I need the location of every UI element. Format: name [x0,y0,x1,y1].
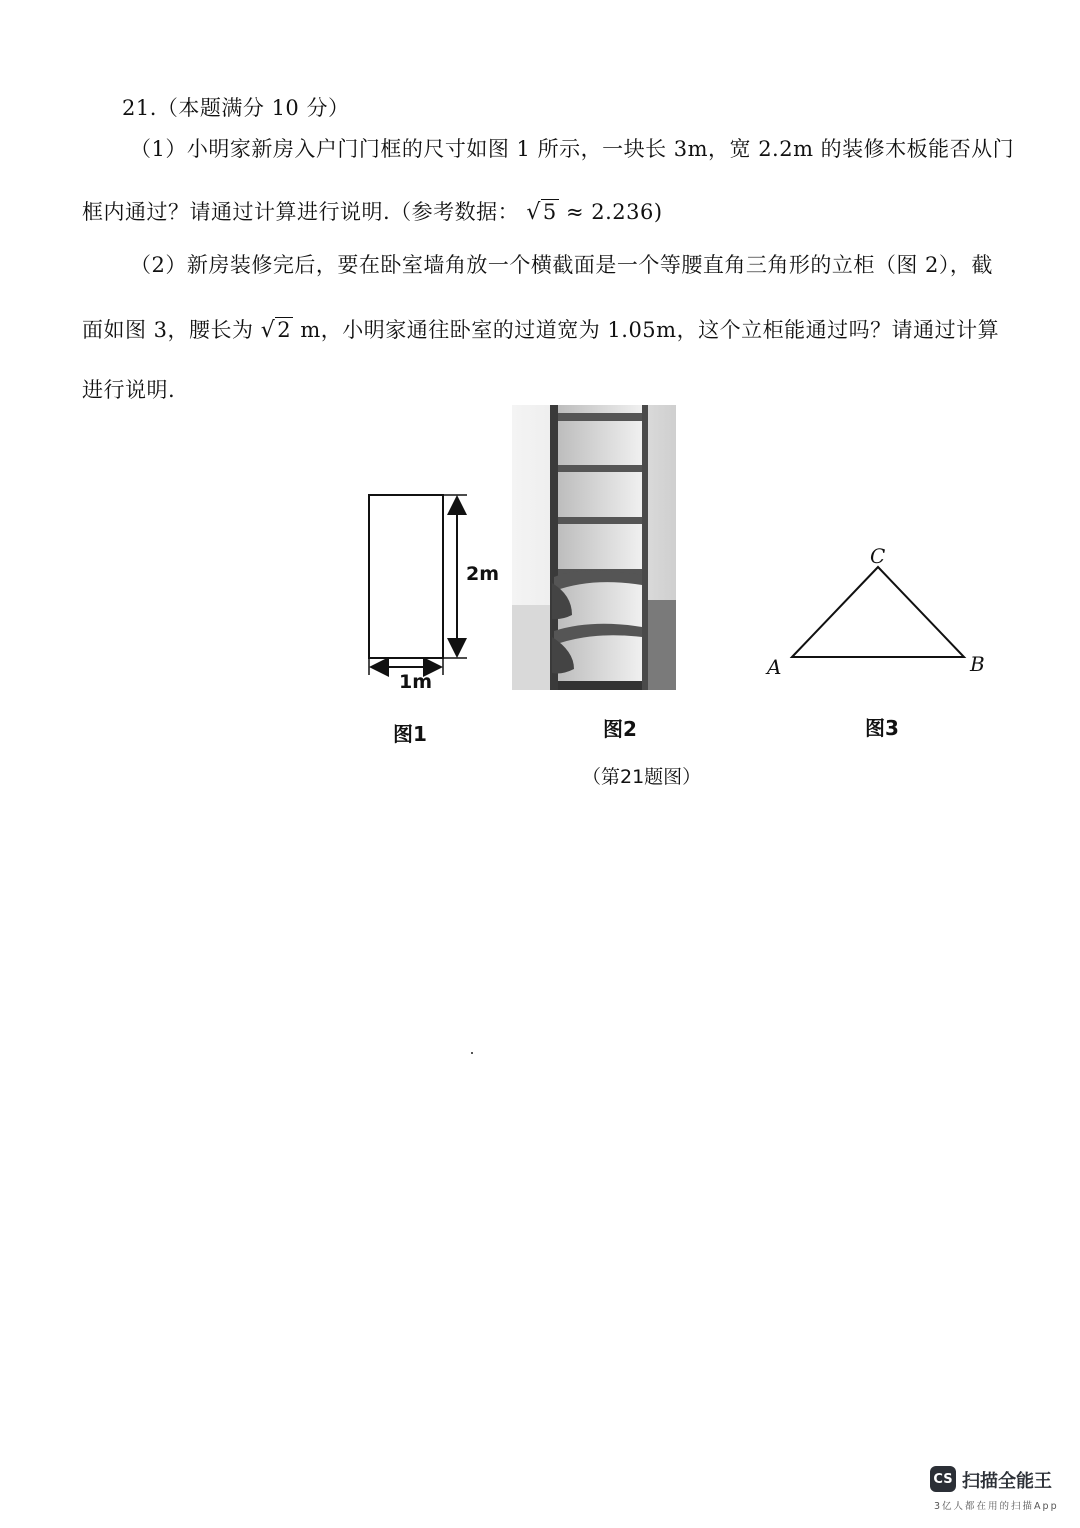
figure1-door-frame [355,485,505,700]
door-frame-rect [369,495,443,658]
figures-group-caption: （第21题图） [582,766,702,788]
part2-line2 [82,314,999,344]
scanner-watermark [930,1466,1065,1522]
part1-line1: （1）小明家新房入户门门框的尺寸如图 1 所示，一块长 3m，宽 2.2m 的装修木板能否从门 [130,137,1015,161]
part2-line2-text: 面如图 3，腰长为 [82,318,254,342]
question-header: 21.（本题满分 10 分） [122,96,350,120]
sqrt-five-radicand: 5 [542,200,557,224]
figure2-corner-cabinet-photo [512,405,676,690]
part1-line2-approx: ≈ 2.236) [565,200,663,224]
part1-line2 [82,196,663,226]
camscanner-logo-icon: CS [930,1466,956,1492]
part2-line1: （2）新房装修完后，要在卧室墙角放一个横截面是一个等腰直角三角形的立柜（图 2），截 [130,253,993,277]
part2-line3: 进行说明. [82,378,176,402]
figure3-caption: 图3 [865,716,899,740]
part1-line2-text: 框内通过？请通过计算进行说明.（参考数据： [82,200,520,224]
vertex-b-label: B [970,652,986,676]
figure1-height-label: 2m [466,563,500,585]
watermark-app-name: 扫描全能王 [962,1471,1052,1492]
watermark-slogan: 3亿人都在用的扫描App [934,1501,1059,1512]
figure1-width-label: 1m [399,671,433,693]
figure2-caption: 图2 [603,717,637,741]
vertex-a-label: A [767,655,782,679]
part2-line2-rest: m，小明家通往卧室的过道宽为 1.05m，这个立柜能通过吗？请通过计算 [300,318,1000,342]
vertex-c-label: C [870,544,886,568]
triangle-abc [792,567,964,657]
sqrt-two-radicand: 2 [277,318,292,342]
scan-speck [471,1052,473,1054]
figure1-caption: 图1 [393,722,427,746]
sqrt-five [526,200,558,225]
radical-sign-icon: √ [260,318,276,343]
sqrt-two [261,318,293,343]
radical-sign-icon: √ [526,200,541,225]
